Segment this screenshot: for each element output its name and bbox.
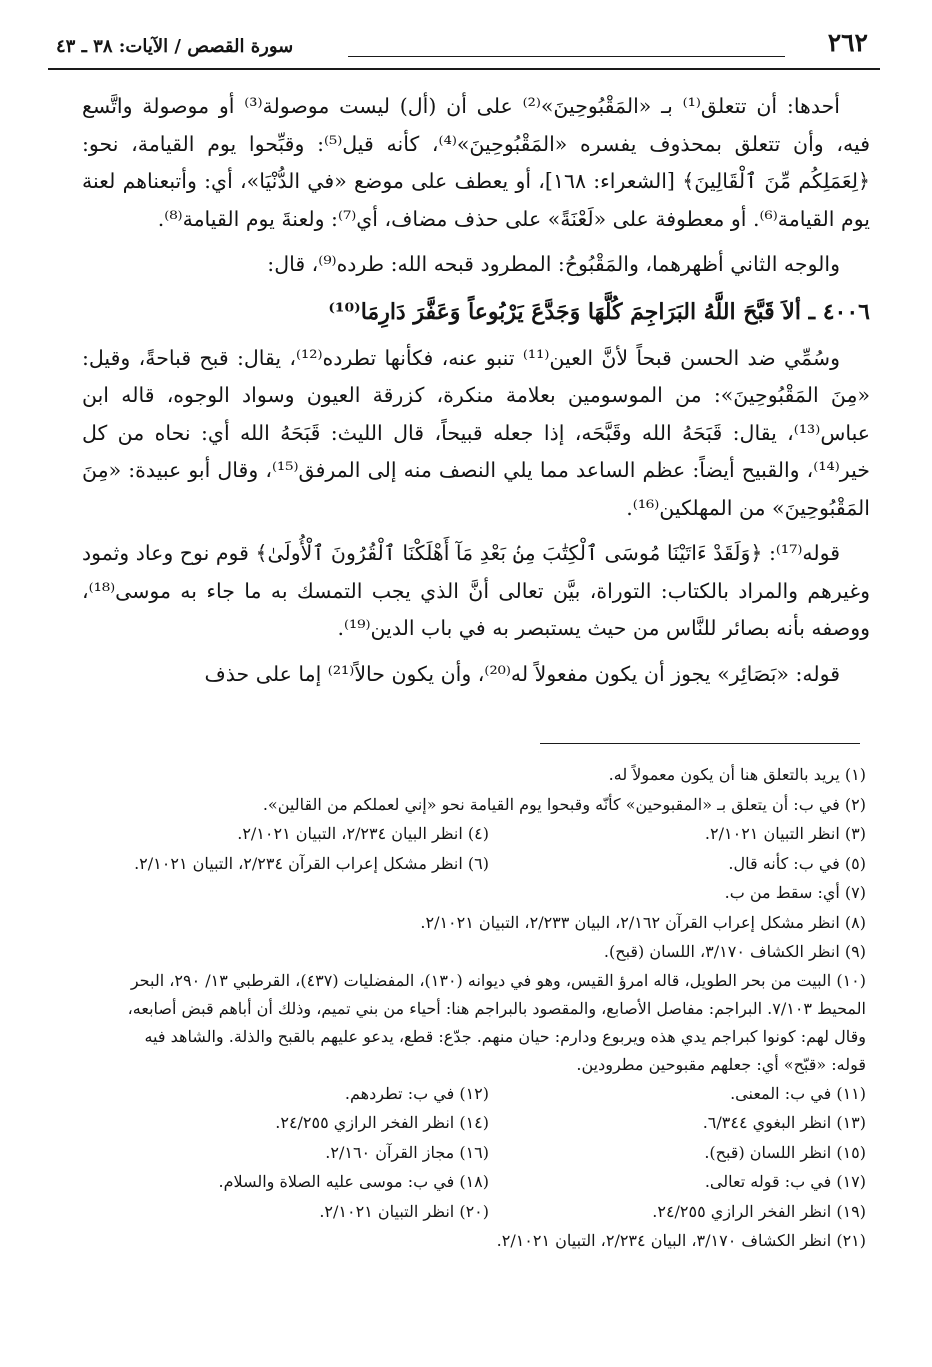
footnote-row (112, 819, 866, 849)
footnote-13: (١٣) انظر البغوي ٦/٣٤٤. (702, 1113, 866, 1132)
footnote-row (112, 1138, 866, 1168)
footnote-row (112, 849, 866, 879)
footnote-21: (٢١) انظر الكشاف ٣/١٧٠، البيان ٢/٢٣٤، التبيان ٢/١٠٢١. (496, 1231, 866, 1250)
paragraph-3: وسُمِّي ضد الحسن قبحاً لأنَّ العين⁽¹¹⁾ تنبو عنه، فكأنها تطرده⁽¹²⁾، يقال: قبح قباحةً، وقيل: «مِنَ المَقْبُوحِينَ»: من الموسومين بعلامة منكرة، كزرقة العيون وسواد الوجوه، قاله ابن عباس⁽¹³⁾، يقال: قَبَحَهُ الله وقَبَّحَه، إذا جعله قبيحاً، قال الليث: قَبَحَهُ الله أي: نحاه من كل خير⁽¹⁴⁾، والقبيح أيضاً: عظم الساعد مما يلي النصف منه إلى المرفق⁽¹⁵⁾، وقال أبو عبيدة: «مِنَ المَقْبُوحِينَ» من المهلكين⁽¹⁶⁾. (82, 345, 871, 520)
main-text (82, 88, 870, 693)
poem-verse: ٤٠٠٦ ـ ألاَ قَبَّحَ اللَّهُ البَرَاجِمَ كُلَّهَا وَجَدَّعَ يَرْبُوعاً وَعَفَّرَ دَارِمَا⁽¹⁰⁾ (328, 298, 870, 325)
footnote-3: (٣) انظر التبيان ٢/١٠٢١. (704, 824, 866, 843)
footnote-2: (٢) في ب: أن يتعلق بـ «المقبوحين» كأنّه وقبحوا يوم القيامة نحو «إني لعملكم من القالين». (262, 794, 866, 814)
header-rule (48, 68, 880, 70)
footnote-20: (٢٠) انظر التبيان ٢/١٠٢١. (319, 1201, 489, 1221)
footnote-18: (١٨) في ب: موسى عليه الصلاة والسلام. (218, 1172, 489, 1191)
footnote-19: (١٩) انظر الفخر الرازي ٢٤/٢٥٥. (652, 1201, 866, 1221)
paragraph-4: قوله⁽¹⁷⁾: ﴿وَلَقَدْ ءَاتَيْنَا مُوسَى ٱلْكِتَٰبَ مِنۢ بَعْدِ مَآ أَهْلَكْنَا ٱلْقُرُونَ ٱلْأُولَىٰ﴾ قوم نوح وعاد وثمود وغيرهم والمراد بالكتاب: التوراة، بيَّن تعالى أنَّ الذي يجب التمسك به ما جاء به موسى⁽¹⁸⁾، ووصفه بأنه بصائر للنَّاس من حيث يستبصر به في باب الدين⁽¹⁹⁾. (82, 541, 870, 640)
footnote-row (112, 1167, 866, 1197)
footnote-14: (١٤) انظر الفخر الرازي ٢٤/٢٥٥. (275, 1113, 489, 1132)
footnote-row (112, 1079, 866, 1109)
footnote-16: (١٦) مجاز القرآن ٢/١٦٠. (325, 1142, 489, 1162)
footnotes (112, 760, 866, 1256)
page-number: ٢٦٢ (827, 28, 868, 57)
page-header (48, 22, 880, 62)
footnote-7: (٧) أي: سقط من ب. (724, 883, 866, 902)
footnote-15: (١٥) انظر اللسان (قبح). (704, 1142, 866, 1162)
footnote-row (112, 1108, 866, 1138)
paragraph-5: قوله: «بَصَائِر» يجوز أن يكون مفعولاً له⁽²⁰⁾، وأن يكون حالاً⁽²¹⁾ إما على حذف (204, 661, 840, 686)
footnote-10: (١٠) البيت من بحر الطويل، قاله امرؤ القيس، وهو في ديوانه (١٣٠)، المفضليات (٤٣٧)، القرطبي ١٣/ ٢٩٠، البحر المحيط ٧/١٠٣. البراجم: مفاصل الأصابع، والمقصود بالبراجم هنا: أحياء من بني تميم، وذلك أن أباهم قبض أصابعه، وقال لهم: كونوا كبراجم يدي هذه ويربوع ودارم: حيان منهم. جدّع: قطع، يدعو عليهم بالقبح والذلة. والشاهد فيه قوله: «قبّح» أي: جعلهم مقبوحين مطرودين. (127, 970, 866, 1074)
footnote-12: (١٢) في ب: تطردهم. (344, 1083, 489, 1103)
footnote-1: (١) يريد بالتعلق هنا أن يكون معمولاً له. (608, 765, 866, 784)
footnote-4: (٤) انظر البيان ٢/٢٣٤، التبيان ٢/١٠٢١. (237, 824, 489, 843)
running-title: سورة القصص / الآيات: ٣٨ ـ ٤٣ (56, 36, 294, 57)
paragraph-1: أحدها: أن تتعلق⁽¹⁾ بـ «المَقْبُوحِينَ»⁽²⁾ على أن (أل) ليست موصولة⁽³⁾ أو موصولة واتَّسع فيه، وأن تتعلق بمحذوف يفسره «المَقْبُوحِينَ»⁽⁴⁾، كأنه قيل⁽⁵⁾: وقبِّحوا يوم القيامة، نحو: ﴿لِعَمَلِكُم مِّنَ ٱلْقَالِينَ﴾ [الشعراء: ١٦٨]، أو يعطف على موضع «في الدُّنْيَا»، أي: وأتبعناهم لعنة يوم القيامة⁽⁶⁾. أو معطوفة على «لَعْنَةً» على حذف مضاف، أي⁽⁷⁾: ولعنةَ يوم القيامة⁽⁸⁾. (82, 94, 870, 231)
paragraph-2: والوجه الثاني أظهرهما، والمَقْبُوحُ: المطرود قبحه الله: طرده⁽⁹⁾، قال: (267, 252, 840, 276)
header-inner-rule (348, 56, 785, 57)
footnote-separator (540, 743, 860, 744)
footnote-5: (٥) في ب: كأنه قال. (728, 853, 866, 873)
footnote-17: (١٧) في ب: قوله تعالى. (704, 1172, 866, 1191)
footnote-11: (١١) في ب: المعنى. (730, 1083, 866, 1103)
footnote-9: (٩) انظر الكشاف ٣/١٧٠، اللسان (قبح). (603, 942, 866, 961)
footnote-row (112, 1197, 866, 1227)
footnote-6: (٦) انظر مشكل إعراب القرآن ٢/٢٣٤، التبيان ٢/١٠٢١. (134, 853, 489, 873)
footnote-8: (٨) انظر مشكل إعراب القرآن ٢/١٦٢، البيان ٢/٢٣٣، التبيان ٢/١٠٢١. (420, 912, 866, 932)
